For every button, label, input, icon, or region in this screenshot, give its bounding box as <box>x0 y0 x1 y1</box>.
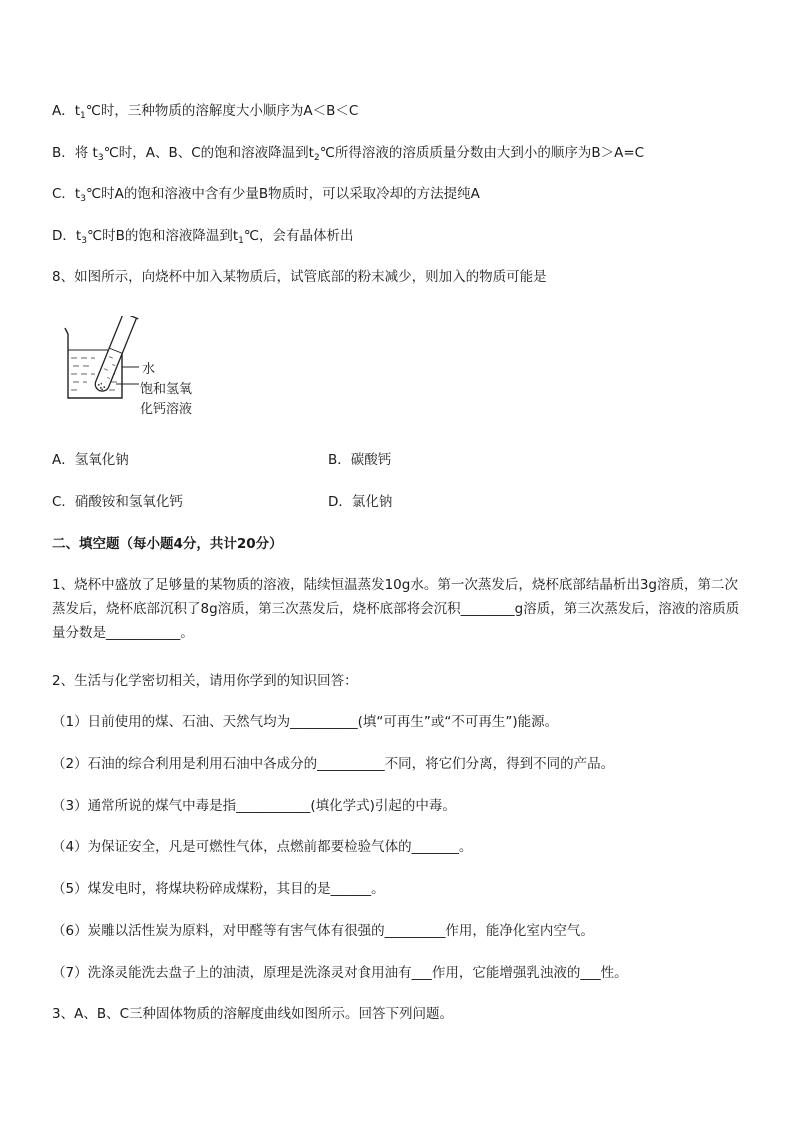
section2-heading: 二、填空题（每小题4分，共计20分） <box>52 536 283 552</box>
label-water: 水 <box>142 362 156 377</box>
q7-option-b: B．将 $t_3℃$时，A、B、C的饱和溶液降温到$t_2℃$所得溶液的溶质质量分数由大到小的顺序为B＞A=C <box>52 145 645 163</box>
s2-q2-item-7: （7）洗涤灵能洗去盘子上的油渍，原理是洗涤灵对食用油有___作用，它能增强乳浊液的___性。 <box>52 965 628 981</box>
s2-question-2-stem: 2、生活与化学密切相关，请用你学到的知识回答： <box>52 673 358 689</box>
s2-q2-item-1: （1）日前使用的煤、石油、天然气均为__________(填“可再生”或“不可再生”)能源。 <box>52 714 559 730</box>
q7-option-c: C．$t_3℃$时A的饱和溶液中含有少量B物质时，可以采取冷却的方法提纯A <box>52 186 480 204</box>
q8-option-a: A．氢氧化钠 <box>52 452 129 468</box>
q7-option-d: D．$t_3℃$时B的饱和溶液降温到$t_1℃$，会有晶体析出 <box>52 228 354 246</box>
q8-option-b: B．碳酸钙 <box>328 452 392 468</box>
beaker-test-tube-figure <box>62 316 202 426</box>
s2-q2-item-6: （6）炭雕以活性炭为原料，对甲醛等有害气体有很强的_________作用，能净化室内空气。 <box>52 923 594 939</box>
s2-q2-item-2: （2）石油的综合利用是利用石油中各成分的__________不同，将它们分离，得到不同的产品。 <box>52 756 615 772</box>
q8-option-d: D．氯化钠 <box>328 494 393 510</box>
s2-question-1: 1、烧杯中盛放了足够量的某物质的溶液，陆续恒温蒸发10g水。第一次蒸发后，烧杯底部结晶析出3g溶质，第二次蒸发后，烧杯底部沉积了8g溶质，第三次蒸发后，烧杯底部将会沉积________g溶质，第三次蒸发后，溶液的溶质质量分数是___________。 <box>52 577 740 641</box>
q8-stem: 8、如图所示，向烧杯中加入某物质后，试管底部的粉末减少，则加入的物质可能是 <box>52 269 547 285</box>
label-solution-line2: 化钙溶液 <box>140 402 193 417</box>
s2-question-3-stem: 3、A、B、C三种固体物质的溶解度曲线如图所示。回答下列问题。 <box>52 1006 454 1022</box>
s2-q2-item-3: （3）通常所说的煤气中毒是指___________(填化学式)引起的中毒。 <box>52 798 456 814</box>
s2-q2-item-5: （5）煤发电时，将煤块粉碎成煤粉，其目的是______。 <box>52 881 385 897</box>
label-solution-line1: 饱和氢氧 <box>140 382 193 397</box>
q8-option-c: C．硝酸铵和氢氧化钙 <box>52 494 183 510</box>
s2-q2-item-4: （4）为保证安全，凡是可燃性气体，点燃前都要检验气体的_______。 <box>52 839 473 855</box>
q7-option-a: A．$t_1℃$时，三种物质的溶解度大小顺序为A＜B＜C <box>52 103 359 121</box>
